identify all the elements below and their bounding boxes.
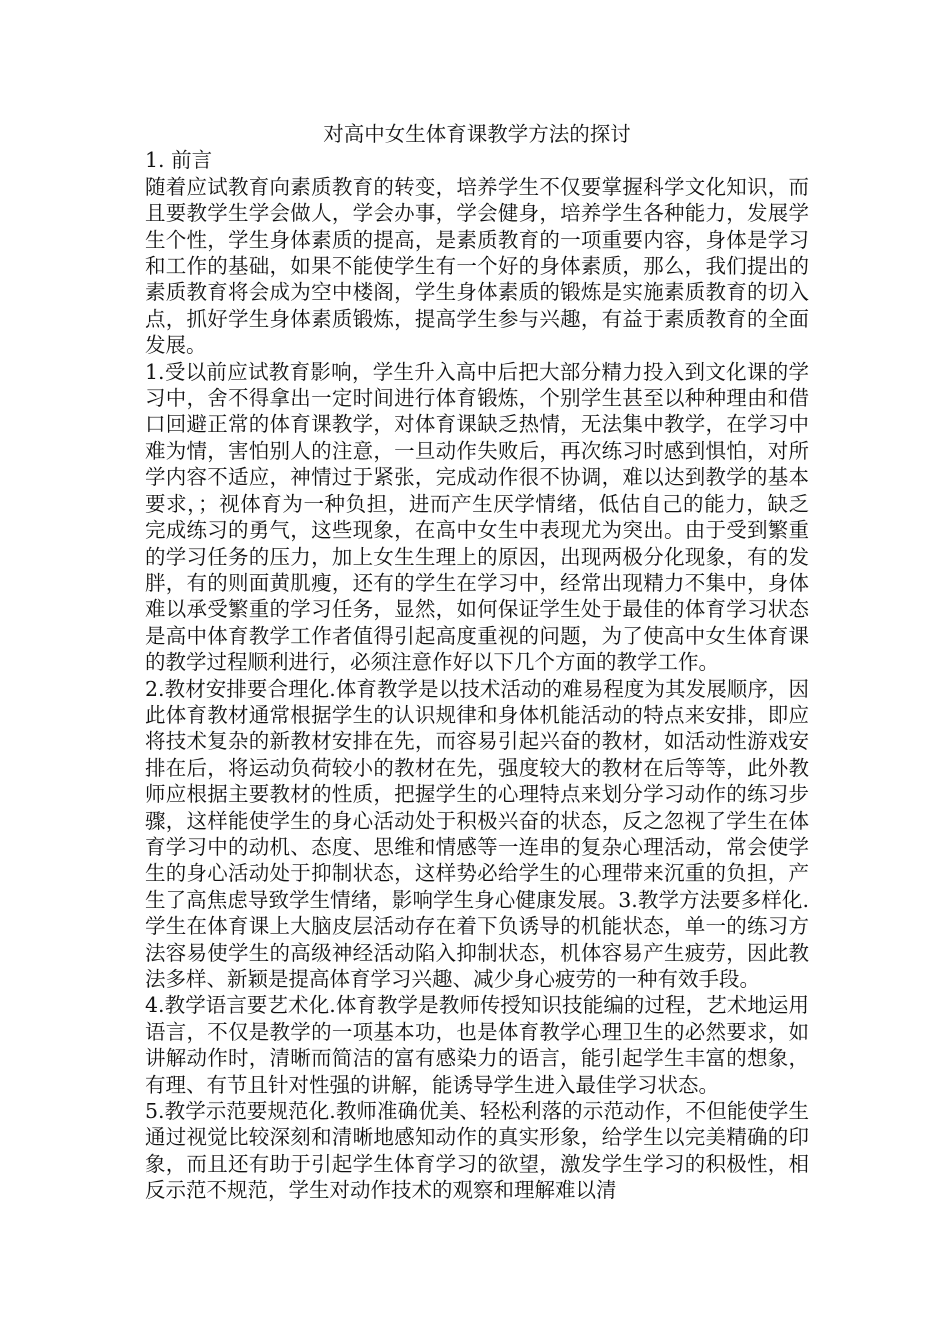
paragraph-1: 1.受以前应试教育影响，学生升入高中后把大部分精力投入到文化课的学习中，舍不得拿出一定时间进行体育锻炼，个别学生甚至以种种理由和借口回避正常的体育课教学，对体育课缺乏热情，无法集中教学，在学习中难为情，害怕别人的注意，一旦动作失败后，再次练习时感到惧怕，对所学内容不适应，神情过于紧张，完成动作很不协调，难以达到教学的基本要求，；视体育为一种负担，进而产生厌学情绪，低估自己的能力，缺乏完成练习的勇气，这些现象，在高中女生中表现尤为突出。由于受到繁重的学习任务的压力，加上女生生理上的原因，出现两极分化现象，有的发胖，有的则面黄肌瘦，还有的学生在学习中，经常出现精力不集中，身体难以承受繁重的学习任务，显然，如何保证学生处于最佳的体育学习状态是高中体育教学工作者值得引起高度重视的问题，为了使高中女生体育课的教学过程顺利进行，必须注意作好以下几个方面的教学工作。: [145, 359, 809, 675]
document-title: 对高中女生体育课教学方法的探讨: [323, 122, 631, 146]
document-page: [145, 121, 809, 1204]
paragraph-4: 4.教学语言要艺术化.体育教学是教师传授知识技能编的过程，艺术地运用语言，不仅是教学的一项基本功，也是体育教学心理卫生的必然要求，如讲解动作时，清晰而简洁的富有感染力的语言，能引起学生丰富的想象，有理、有节且针对性强的讲解，能诱导学生进入最佳学习状态。: [145, 993, 809, 1097]
paragraph-5: 5.教学示范要规范化.教师准确优美、轻松利落的示范动作，不但能使学生通过视觉比较深刻和清晰地感知动作的真实形象，给学生以完美精确的印象，而且还有助于引起学生体育学习的欲望，激发学生学习的积极性，相反示范不规范，学生对动作技术的观察和理解难以清: [145, 1099, 809, 1203]
paragraph-intro: 随着应试教育向素质教育的转变，培养学生不仅要掌握科学文化知识，而且要教学生学会做人，学会办事，学会健身，培养学生各种能力，发展学生个性，学生身体素质的提高，是素质教育的一项重要内容，身体是学习和工作的基础，如果不能使学生有一个好的身体素质，那么，我们提出的素质教育将会成为空中楼阁，学生身体素质的锻炼是实施素质教育的切入点，抓好学生身体素质锻炼，提高学生参与兴趣，有益于素质教育的全面发展。: [145, 174, 809, 358]
paragraph-2-3: 2.教材安排要合理化.体育教学是以技术活动的难易程度为其发展顺序，因此体育教材通常根据学生的认识规律和身体机能活动的特点来安排，即应将技术复杂的新教材安排在先，而容易引起兴奋的教材，如活动性游戏安排在后，将运动负荷较小的教材在先，强度较大的教材在后等等，此外教师应根据主要教材的性质，把握学生的心理特点来划分学习动作的练习步骤，这样能使学生的身心活动处于积极兴奋的状态，反之忽视了学生在体育学习中的动机、态度、思维和情感等一连串的复杂心理活动，常会使学生的身心活动处于抑制状态，这样势必给学生的心理带来沉重的负担，产生了高焦虑导致学生情绪，影响学生身心健康发展。3.教学方法要多样化.学生在体育课上大脑皮层活动存在着下负诱导的机能状态，单一的练习方法容易使学生的高级神经活动陷入抑制状态，机体容易产生疲劳，因此教法多样、新颖是提高体育学习兴趣、减少身心疲劳的一种有效手段。: [145, 676, 809, 991]
section-heading: 1. 前言: [145, 148, 213, 173]
